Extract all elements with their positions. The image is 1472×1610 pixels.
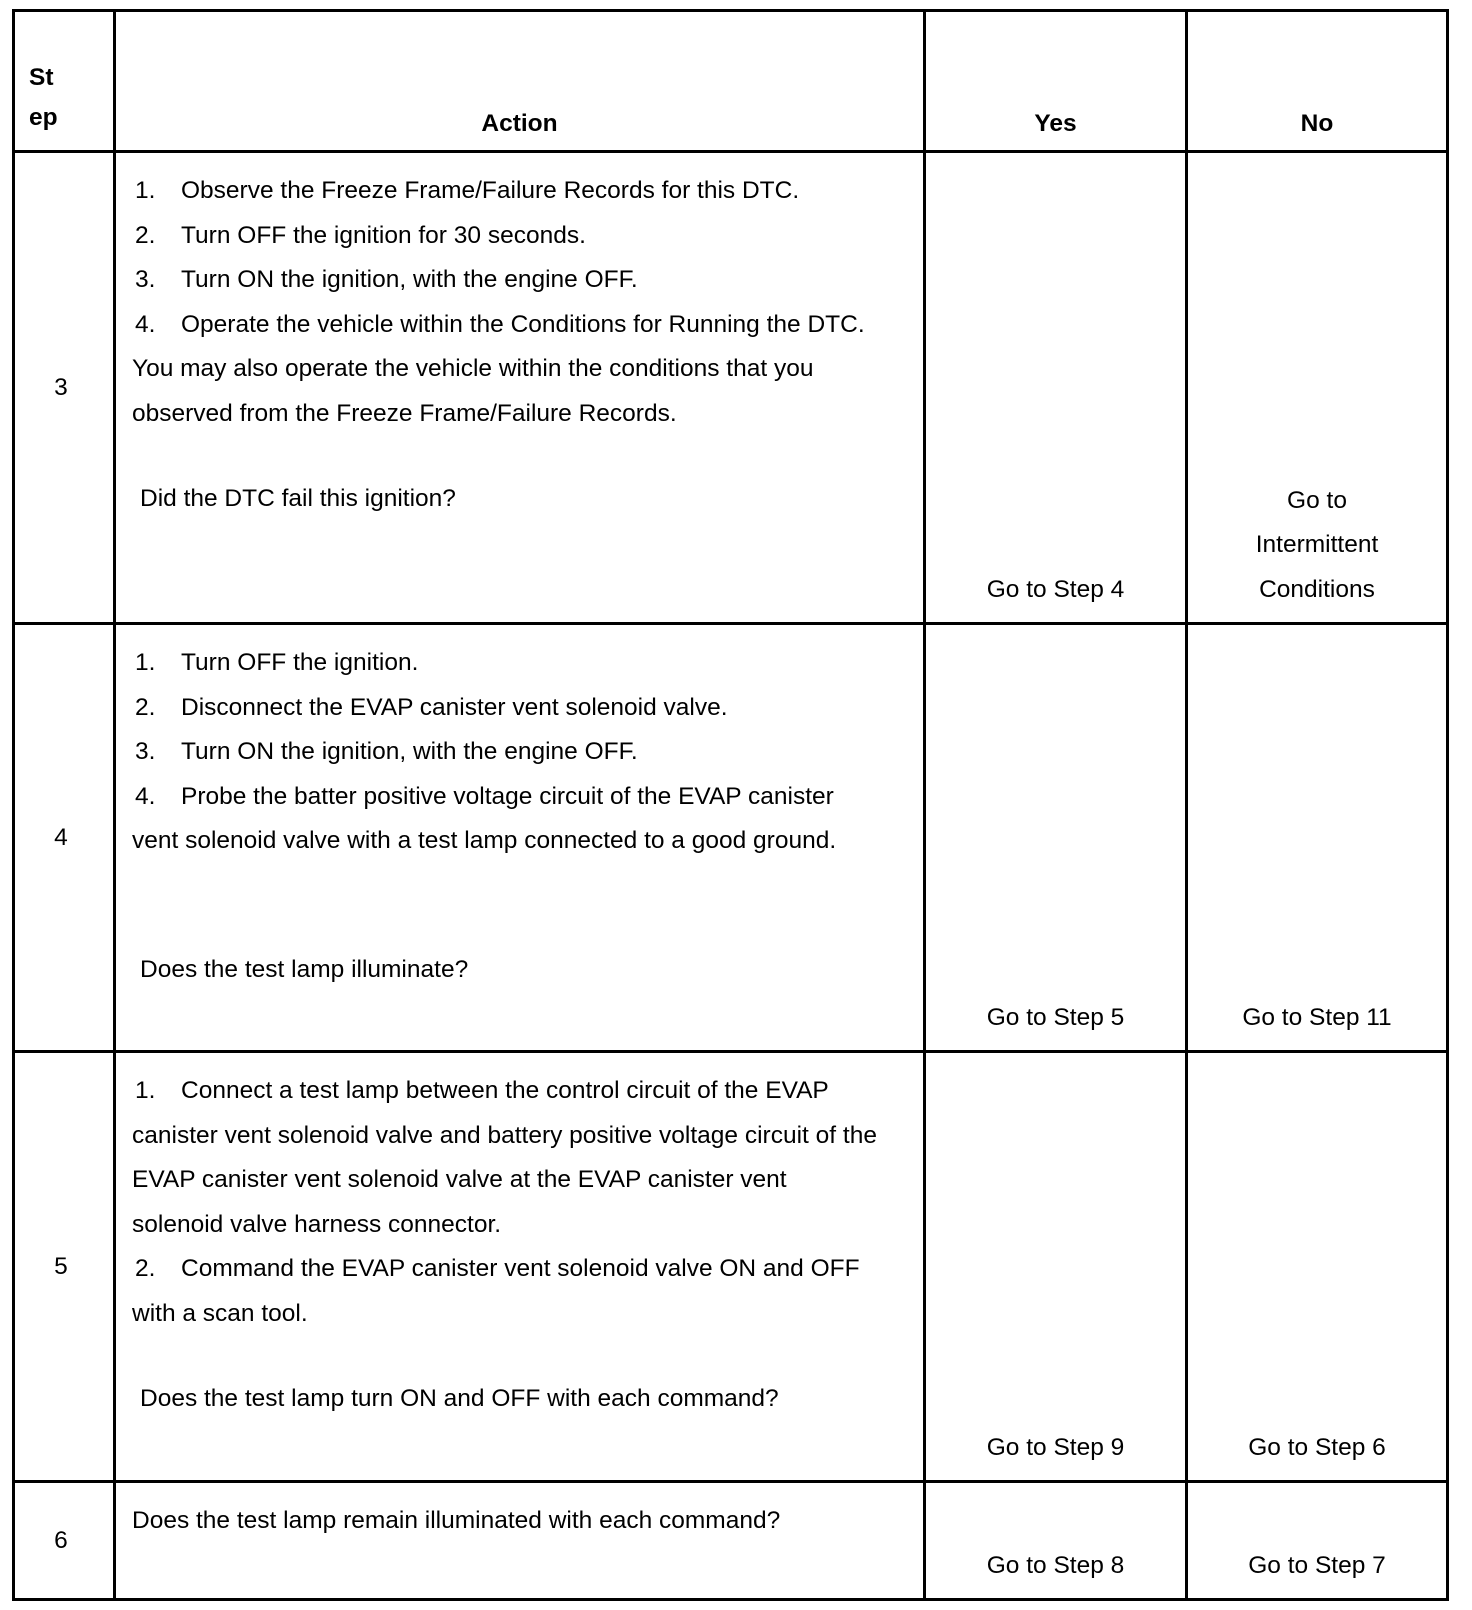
action-item xyxy=(132,1069,883,1247)
yes-outcome: Go to Step 4 xyxy=(925,152,1187,624)
item-number: 3. xyxy=(135,266,156,293)
step-number: 5 xyxy=(14,1052,115,1482)
no-outcome: Go to Step 11 xyxy=(1187,624,1448,1052)
header-no: No xyxy=(1187,11,1448,152)
item-text: Turn ON the ignition, with the engine OFF. xyxy=(181,266,638,293)
action-item xyxy=(132,686,883,731)
yes-outcome: Go to Step 5 xyxy=(925,624,1187,1052)
action-cell xyxy=(115,1482,925,1600)
table-row xyxy=(14,152,1448,624)
yes-outcome: Go to Step 8 xyxy=(925,1482,1187,1600)
step-number: 4 xyxy=(14,624,115,1052)
header-yes: Yes xyxy=(925,11,1187,152)
item-text: Probe the batter positive voltage circuit of the EVAP canister vent solenoid valve with a test lamp connected to a good ground. xyxy=(132,782,837,854)
item-number: 2. xyxy=(135,221,156,249)
item-text: Turn ON the ignition, with the engine OFF. xyxy=(181,738,638,765)
action-cell xyxy=(115,1052,925,1482)
table-row xyxy=(14,1052,1448,1482)
no-outcome: Go to Step 7 xyxy=(1187,1482,1448,1600)
action-question: Did the DTC fail this ignition? xyxy=(140,485,456,512)
action-item xyxy=(132,258,883,303)
item-number: 1. xyxy=(135,649,156,676)
item-text: Turn OFF the ignition. xyxy=(181,649,419,676)
action-question: Does the test lamp turn ON and OFF with each command? xyxy=(140,1385,779,1412)
item-number: 4. xyxy=(135,782,156,810)
item-text: Connect a test lamp between the control circuit of the EVAP canister vent solenoid valve and battery positive voltage circuit of the EVAP canister vent solenoid valve at the EVAP canister vent solenoid valve harness connector. xyxy=(132,1077,877,1238)
item-text: Disconnect the EVAP canister vent solenoid valve. xyxy=(181,693,728,721)
item-number: 3. xyxy=(135,738,156,765)
table-row xyxy=(14,624,1448,1052)
action-item xyxy=(132,169,883,214)
item-number: 1. xyxy=(135,1077,156,1104)
step-number: 3 xyxy=(14,152,115,624)
action-item xyxy=(132,303,883,437)
diagnostic-table xyxy=(12,9,1449,1601)
action-cell xyxy=(115,624,925,1052)
action-question: Does the test lamp remain illuminated with each command? xyxy=(132,1507,781,1534)
item-number: 1. xyxy=(135,177,156,204)
action-item xyxy=(132,641,883,686)
action-item xyxy=(132,214,883,259)
item-number: 2. xyxy=(135,1255,156,1282)
header-row xyxy=(14,11,1448,152)
action-item xyxy=(132,730,883,775)
step-number: 6 xyxy=(14,1482,115,1600)
no-outcome: Go to Step 6 xyxy=(1187,1052,1448,1482)
item-text: Operate the vehicle within the Conditions for Running the DTC. You may also operate the vehicle within the conditions that you observed from the Freeze Frame/Failure Records. xyxy=(132,310,865,427)
header-step: St ep xyxy=(14,11,115,152)
yes-outcome: Go to Step 9 xyxy=(925,1052,1187,1482)
action-question: Does the test lamp illuminate? xyxy=(140,955,469,983)
action-cell xyxy=(115,152,925,624)
action-item xyxy=(132,1247,883,1336)
item-number: 2. xyxy=(135,693,156,721)
action-item xyxy=(132,775,883,864)
no-outcome: Go to Intermittent Conditions xyxy=(1187,152,1448,624)
item-text: Command the EVAP canister vent solenoid valve ON and OFF with a scan tool. xyxy=(132,1255,860,1327)
item-text: Observe the Freeze Frame/Failure Records for this DTC. xyxy=(181,177,800,204)
header-action: Action xyxy=(115,11,925,152)
item-number: 4. xyxy=(135,310,156,338)
item-text: Turn OFF the ignition for 30 seconds. xyxy=(181,221,586,249)
table-row xyxy=(14,1482,1448,1600)
